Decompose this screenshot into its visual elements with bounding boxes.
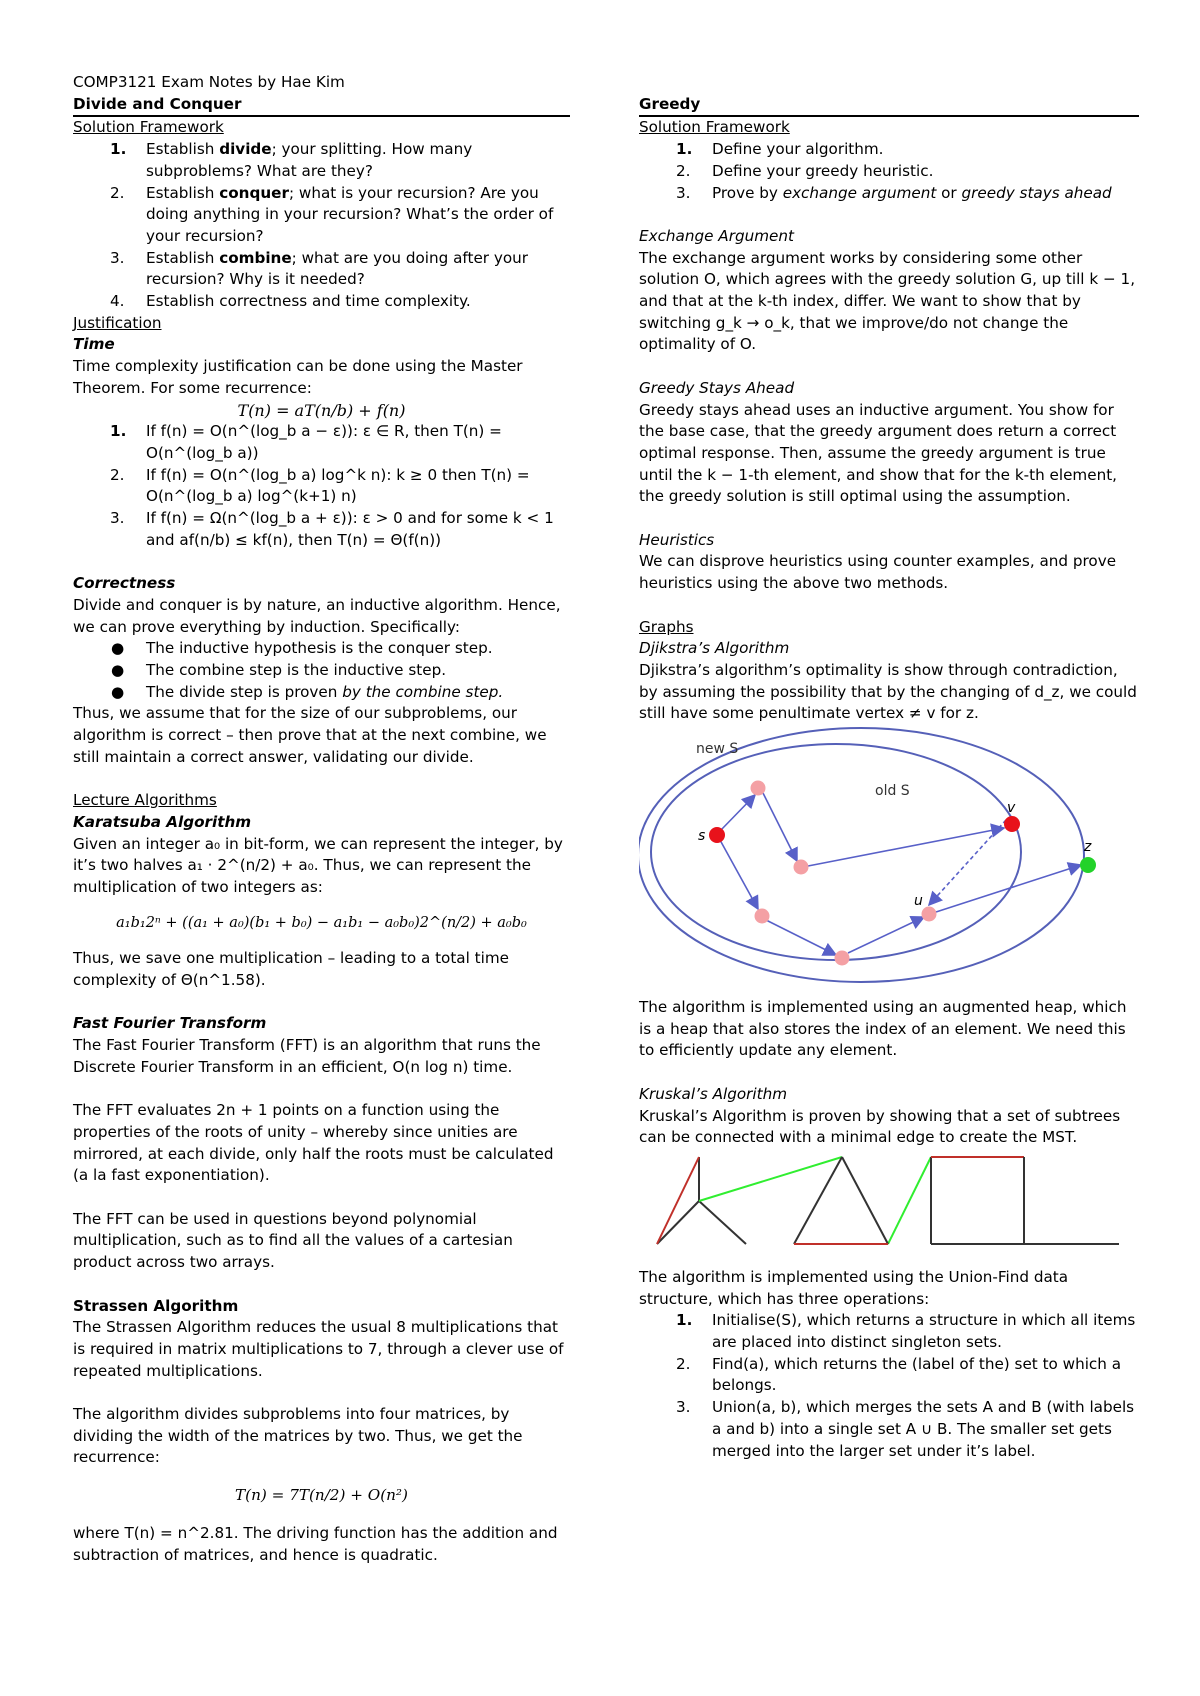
page-header: COMP3121 Exam Notes by Hae Kim: [73, 73, 345, 91]
edge: [720, 795, 755, 831]
list-item: 4. Establish correctness and time complexity.: [110, 292, 471, 311]
node-v: [1004, 816, 1020, 832]
karatsuba-heading: Karatsuba Algorithm: [73, 812, 252, 831]
dijkstra-after: The algorithm is implemented using an augmented heap, which is a heap that also stores the index of an element. We need this to efficiently update any element.: [639, 998, 1127, 1060]
edge: [763, 793, 797, 861]
section-title-dc: Divide and Conquer: [73, 94, 570, 118]
edge: [720, 840, 758, 909]
tree-edge: [699, 1201, 746, 1244]
edge: [766, 920, 836, 955]
fft-text2: The FFT evaluates 2n + 1 points on a function using the properties of the roots of unity – whereby since unities are mirrored, at each divide, only half the roots must be calculated (a la fast exponentiation).: [73, 1101, 554, 1185]
unionfind-list: [639, 1310, 1139, 1462]
list-item: 2. Establish conquer; what is your recursion? Are you doing anything in your recursion? What’s the order of your recursion?: [110, 183, 554, 245]
kruskal-diagram: [639, 1149, 1139, 1267]
greedy-framework-list: [639, 139, 1139, 204]
justification-heading: Justification: [73, 313, 162, 332]
time-heading: Time: [73, 335, 115, 354]
list-item: 3. Union(a, b), which merges the sets A and B (with labels a and b) into a single set A ∪ B. The smaller set gets merged into the larger set under it’s label.: [676, 1398, 1135, 1460]
node-z: [1080, 857, 1096, 873]
time-text: Time complexity justification can be done using the Master Theorem. For some recurrence:: [73, 357, 523, 397]
list-item: 3. Establish combine; what are you doing after your recursion? Why is it needed?: [110, 248, 529, 289]
dijkstra-text: Djikstra’s algorithm’s optimality is show through contradiction, by assuming the possibility that by the changing of d_z, we could still have some penultimate vertex ≠ v for z.: [639, 660, 1137, 723]
karatsuba-equation: a₁b₁2ⁿ + ((a₁ + a₀)(b₁ + b₀) − a₁b₁ − a₀b₀)2^(n/2) + a₀b₀: [116, 914, 527, 931]
tree-edge: [842, 1157, 888, 1244]
list-item: 2. Find(a), which returns the (label of the) set to which a belongs.: [676, 1354, 1122, 1395]
kruskal-text: Kruskal’s Algorithm is proven by showing that a set of subtrees can be connected with a minimal edge to create the MST.: [639, 1106, 1121, 1147]
dijkstra-heading: Djikstra’s Algorithm: [639, 639, 790, 658]
list-item: 3. Prove by exchange argument or greedy stays ahead: [676, 183, 1112, 202]
old-s-label: old S: [875, 783, 910, 800]
list-item: ● The inductive hypothesis is the conquer step.: [111, 639, 493, 658]
tree-edge-red: [657, 1157, 699, 1244]
list-item: 1. Initialise(S), which returns a structure in which all items are placed into distinct singleton sets.: [676, 1311, 1136, 1352]
gsa-heading: Greedy Stays Ahead: [639, 378, 795, 397]
node: [755, 909, 770, 924]
old-s-ellipse: [651, 744, 1021, 960]
dc-framework-list: [73, 139, 570, 313]
node: [751, 781, 766, 796]
master-equation: T(n) = aT(n/b) + f(n): [237, 400, 406, 420]
node-z-label: z: [1084, 839, 1092, 856]
lecture-heading: Lecture Algorithms: [73, 791, 217, 810]
list-item: 1. Define your algorithm.: [676, 140, 884, 159]
heuristics-text: We can disprove heuristics using counter examples, and prove heuristics using the above two methods.: [639, 552, 1117, 593]
dijkstra-diagram: [639, 725, 1139, 997]
correctness-after: Thus, we assume that for the size of our subproblems, our algorithm is correct – then prove that at the next combine, we still maintain a correct answer, validating our divide.: [73, 704, 547, 766]
node: [794, 860, 809, 875]
edge: [808, 828, 1004, 866]
node-u-label: u: [914, 893, 923, 910]
strassen-text3: where T(n) = n^2.81. The driving function has the addition and subtraction of matrices, and hence is quadratic.: [73, 1523, 558, 1564]
edge: [936, 865, 1081, 912]
left-column: [73, 72, 570, 1566]
fft-heading: Fast Fourier Transform: [73, 1014, 267, 1033]
exchange-text: The exchange argument works by considering some other solution O, which agrees with the greedy solution G, up till k − 1, and that at the k-th index, differ. We want to show that by switching g_k → o_k, that we improve/do not change the optimality of O.: [639, 248, 1136, 354]
list-item: 1. Establish divide; your splitting. How many subproblems? What are they?: [110, 140, 473, 180]
kruskal-after: The algorithm is implemented using the Union-Find data structure, which has three operations:: [639, 1267, 1069, 1308]
list-item: 2. If f(n) = O(n^(log_b a) log^k n): k ≥ 0 then T(n) = O(n^(log_b a) log^(k+1) n): [110, 465, 530, 506]
correctness-heading: Correctness: [73, 574, 176, 593]
node-s: [709, 827, 725, 843]
strassen-heading: Strassen Algorithm: [73, 1296, 239, 1315]
node-s-label: s: [698, 828, 706, 845]
correctness-text: Divide and conquer is by nature, an inductive algorithm. Hence, we can prove everything by induction. Specifically:: [73, 595, 561, 636]
dc-framework-heading: Solution Framework: [73, 118, 224, 137]
list-item: 3. If f(n) = Ω(n^(log_b a + ε)): ε > 0 and for some k < 1 and af(n/b) ≤ kf(n), then T(n) = Θ(f(n)): [110, 509, 554, 549]
gsa-text: Greedy stays ahead uses an inductive argument. You show for the base case, that the greedy argument does return a correct optimal response. Then, assume the greedy argument is true until the k − 1-th element, and show that for the k-th element, the greedy solution is still optimal using the assumption.: [639, 400, 1117, 506]
correctness-bullets: [73, 638, 570, 703]
strassen-equation: T(n) = 7T(n/2) + O(n²): [235, 1486, 408, 1505]
right-column: [639, 72, 1139, 1462]
node: [835, 951, 850, 966]
exchange-heading: Exchange Argument: [639, 226, 794, 245]
mst-edge-green: [888, 1157, 931, 1244]
karatsuba-text1: Given an integer a₀ in bit-form, we can represent the integer, by it’s two halves a₁ · 2^(n/2) + a₀. Thus, we can represent the multiplication of two integers as:: [73, 834, 563, 896]
node-v-label: v: [1007, 800, 1016, 817]
strassen-text2: The algorithm divides subproblems into four matrices, by dividing the width of the matrices by two. Thus, we get the recurrence:: [73, 1405, 523, 1467]
new-s-label: new S: [696, 741, 739, 758]
section-title-greedy: Greedy: [639, 94, 1139, 118]
heuristics-heading: Heuristics: [639, 530, 715, 549]
strassen-text1: The Strassen Algorithm reduces the usual 8 multiplications that is required in matrix multiplications to 7, through a clever use of repeated multiplications.: [73, 1318, 564, 1380]
fft-text3: The FFT can be used in questions beyond polynomial multiplication, such as to find all the values of a cartesian product across two arrays.: [73, 1209, 513, 1272]
greedy-framework-heading: Solution Framework: [639, 118, 790, 137]
fft-text1: The Fast Fourier Transform (FFT) is an algorithm that runs the Discrete Fourier Transform in an efficient, O(n log n) time.: [73, 1036, 541, 1076]
kruskal-heading: Kruskal’s Algorithm: [639, 1084, 788, 1103]
karatsuba-text2: Thus, we save one multiplication – leading to a total time complexity of Θ(n^1.58).: [73, 949, 509, 990]
list-item: ● The combine step is the inductive step.: [111, 660, 447, 679]
graphs-heading: Graphs: [639, 617, 694, 636]
list-item: 2. Define your greedy heuristic.: [676, 161, 934, 180]
master-cases: [73, 421, 570, 551]
tree-edge: [657, 1201, 699, 1244]
node-u: [922, 907, 937, 922]
list-item: ● The divide step is proven by the combine step.: [111, 682, 504, 701]
list-item: 1. If f(n) = O(n^(log_b a − ε)): ε ∈ R, then T(n) = O(n^(log_b a)): [110, 422, 502, 462]
edge: [848, 917, 924, 953]
